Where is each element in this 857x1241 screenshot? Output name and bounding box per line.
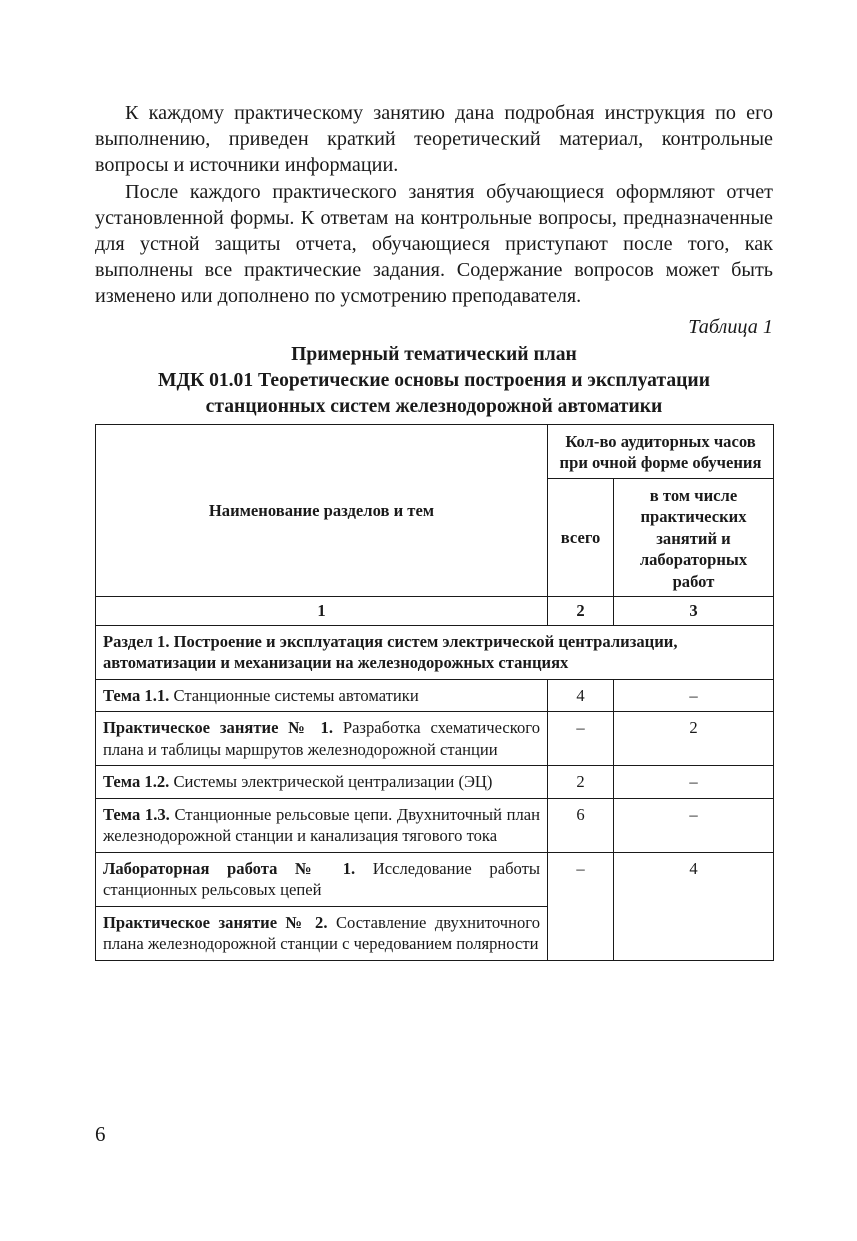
table-row <box>96 798 774 852</box>
row-practical: 2 <box>614 712 774 766</box>
header-hours-group: Кол-во аудиторных часов при очной форме обучения <box>548 424 774 478</box>
row-topic-text: Составление двухниточного плана железнодорожной станции с чередованием полярности <box>103 912 540 954</box>
row-topic-title: Практическое занятие № 1. <box>103 718 333 738</box>
row-topic-text: Станционные рельсовые цепи. Двухниточный план железнодорожной станции и канализация тягового тока <box>103 804 540 846</box>
row-topic-text: Системы электрической централизации (ЭЦ) <box>169 772 493 792</box>
column-number-3: 3 <box>614 597 774 626</box>
row-practical: 4 <box>614 852 774 960</box>
paragraph-report: После каждого практического занятия обучающиеся оформляют отчет установленной формы. К ответам на контрольные вопросы, предназначенные для устной защиты отчета, обучающиеся приступают после того, как выполнены все практические задания. Содержание вопросов может быть изменено или дополнено по усмотрению преподавателя. <box>95 180 773 308</box>
section-title: Раздел 1. Построение и эксплуатация систем электрической централизации, автоматизации и механизации на железнодорожных станциях <box>96 625 774 679</box>
section-row <box>96 625 774 679</box>
row-practical: – <box>614 679 774 712</box>
table-caption: Таблица 1 <box>688 315 773 338</box>
row-topic-text: Исследование работы станционных рельсовых цепей <box>103 858 540 900</box>
header-practical: в том числе практических занятий и лабораторных работ <box>614 478 774 597</box>
row-topic <box>96 679 548 712</box>
row-topic-title: Практическое занятие № 2. <box>103 912 328 932</box>
thematic-plan-table <box>95 424 774 961</box>
plan-title <box>95 342 773 420</box>
plan-title-line-2: МДК 01.01 Теоретические основы построения и эксплуатации <box>157 369 711 391</box>
page-body <box>95 100 773 961</box>
table-row <box>96 852 774 906</box>
row-topic <box>96 906 548 960</box>
paragraph-instructions: К каждому практическому занятию дана подробная инструкция по его выполнению, приведен краткий теоретический материал, контрольные вопросы и источники информации. <box>95 102 773 177</box>
row-topic-title: Тема 1.2. <box>103 772 170 792</box>
row-total: 2 <box>548 766 614 799</box>
row-total: 6 <box>548 798 614 852</box>
column-number-2: 2 <box>548 597 614 626</box>
row-topic-text: Станционные системы автоматики <box>169 685 419 705</box>
plan-title-line-1: Примерный тематический план <box>291 343 577 365</box>
row-topic-title: Лабораторная работа № 1. <box>103 858 356 878</box>
column-number-1: 1 <box>96 597 548 626</box>
row-topic <box>96 712 548 766</box>
row-topic-title: Тема 1.3. <box>103 804 170 824</box>
column-number-row <box>96 597 774 626</box>
row-topic-title: Тема 1.1. <box>103 685 170 705</box>
row-topic <box>96 852 548 906</box>
row-total: – <box>548 712 614 766</box>
row-total: – <box>548 852 614 960</box>
table-row <box>96 679 774 712</box>
page-number: 6 <box>95 1122 106 1146</box>
table-row <box>96 766 774 799</box>
row-practical: – <box>614 766 774 799</box>
row-topic <box>96 766 548 799</box>
header-total: всего <box>548 478 614 597</box>
table-row <box>96 712 774 766</box>
row-topic <box>96 798 548 852</box>
row-topic-text: Разработка схематического плана и таблицы маршрутов железнодорожной станции <box>103 718 540 759</box>
row-practical: – <box>614 798 774 852</box>
row-total: 4 <box>548 679 614 712</box>
plan-title-line-3: станционных систем железнодорожной автоматики <box>205 395 663 417</box>
table-header-row <box>96 424 774 478</box>
header-sections-topics: Наименование разделов и тем <box>96 424 548 597</box>
